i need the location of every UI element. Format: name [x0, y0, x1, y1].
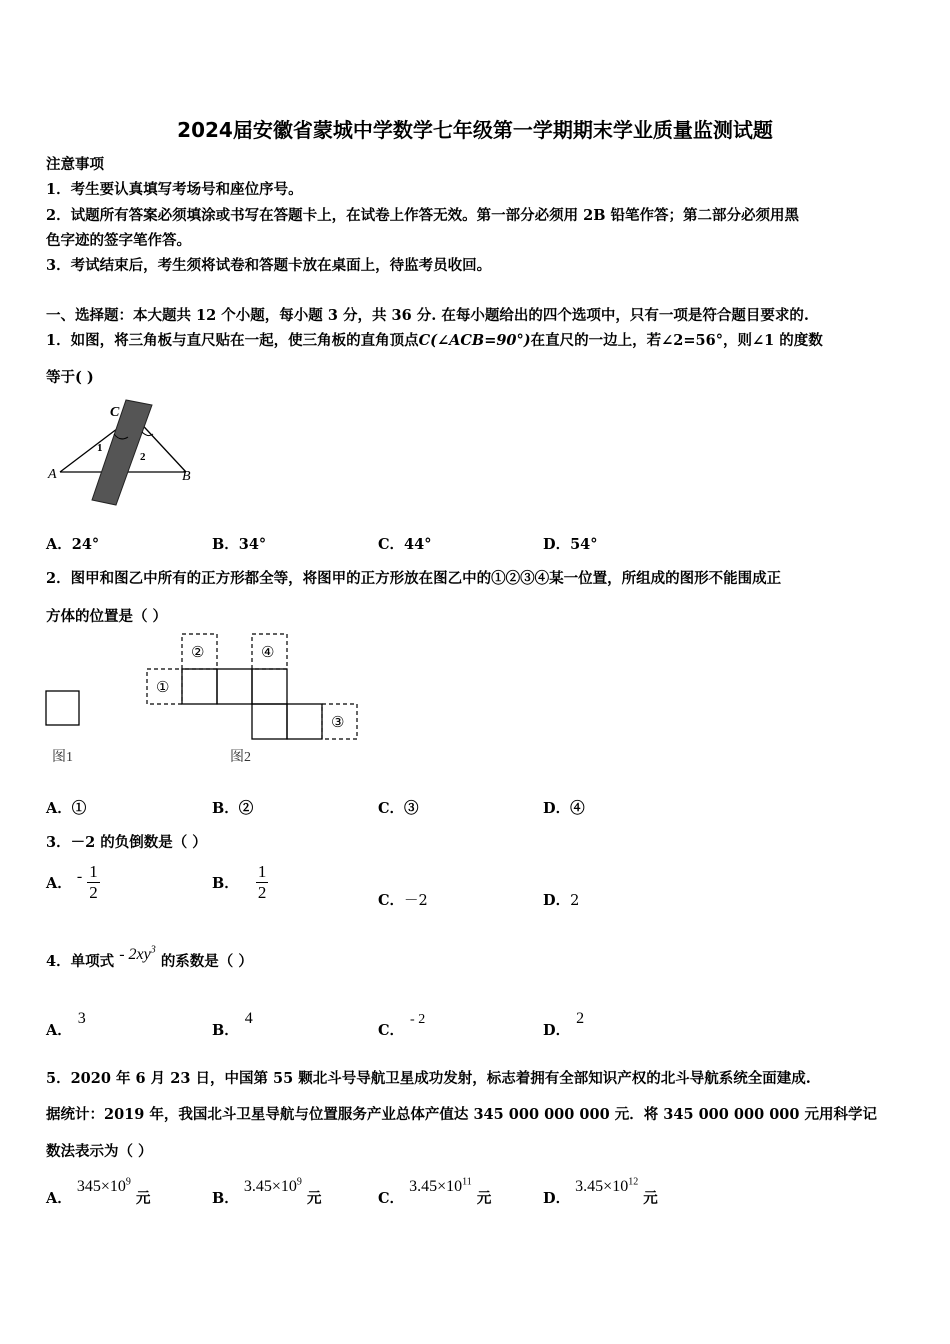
q1-stem — [46, 329, 823, 350]
notice-item: 2．试题所有答案必须填涂或书写在答题卡上，在试卷上作答无效。第一部分必须用 2B 铅笔作答；第二部分必须用黑 — [46, 207, 800, 224]
option-letter: C． — [378, 892, 405, 909]
unit: 元 — [643, 1190, 658, 1207]
exponent: 11 — [462, 1176, 472, 1188]
option-letter: D． — [543, 1022, 571, 1039]
q1-stem-line2: 等于( ) — [46, 369, 94, 386]
q3-a-sign: - — [76, 867, 83, 885]
q5-option-d[interactable] — [543, 1175, 658, 1207]
q4-b-value: 4 — [244, 1010, 253, 1027]
option-letter: A． — [46, 1022, 72, 1039]
option-letter: D． — [543, 892, 571, 909]
q4-stem — [46, 944, 253, 971]
q3-option-d[interactable] — [543, 889, 579, 910]
option-letter: B． — [212, 875, 239, 892]
q1-stem-text: 1．如图，将三角板与直尺贴在一起，使三角板的直角顶点 — [46, 332, 419, 349]
fig2-square — [182, 669, 217, 704]
q4-d-value: 2 — [576, 1010, 585, 1027]
q4-stem-a: 4．单项式 — [46, 953, 115, 970]
q5-b-value — [244, 1178, 302, 1195]
q1-option-d[interactable]: D．54° — [543, 536, 598, 553]
q2-option-b[interactable]: B．② — [212, 800, 254, 817]
option-letter: C． — [378, 1190, 405, 1207]
q5-stem-line3: 数法表示为（ ） — [46, 1143, 153, 1160]
q5-d-value — [575, 1178, 638, 1195]
option-letter: D． — [543, 1190, 571, 1207]
q4-expr: - 2xy — [119, 946, 151, 963]
fig1-square — [46, 691, 79, 725]
q2-figure — [40, 628, 370, 773]
q2-option-d[interactable]: D．④ — [543, 800, 585, 817]
q3-d-value: 2 — [570, 893, 580, 909]
unit: 元 — [476, 1190, 492, 1207]
base: 3.45×10 — [243, 1178, 297, 1195]
q2-stem: 2．图甲和图乙中所有的正方形都全等，将图甲的正方形放在图乙中的①②③④某一位置，所组成的图形不能围成正 — [46, 570, 782, 587]
q1-stem-math: C(∠ACB=90°) — [418, 332, 531, 349]
q5-a-value — [77, 1178, 131, 1195]
fig2-square — [252, 704, 287, 739]
q3-option-b[interactable] — [212, 862, 268, 903]
fig2-label: 图2 — [230, 750, 251, 765]
q3-c-value: －2 — [404, 893, 428, 909]
q1-stem-text-2: 在直尺的一边上，若∠2=56°，则∠1 的度数 — [530, 332, 823, 349]
option-letter: A． — [46, 1190, 72, 1207]
exponent: 9 — [125, 1176, 131, 1188]
q5-option-a[interactable] — [46, 1175, 151, 1207]
notice-item: 色字迹的签字笔作答。 — [46, 232, 191, 249]
numerator: 1 — [89, 862, 98, 881]
q4-option-b[interactable] — [212, 1007, 253, 1039]
numerator: 1 — [257, 862, 267, 881]
q2-option-a[interactable]: A．① — [46, 800, 87, 817]
option-letter: A． — [46, 875, 72, 892]
q5-stem: 5．2020 年 6 月 23 日，中国第 55 颗北斗号导航卫星成功发射，标志着拥有全部知识产权的北斗导航系统全面建成. — [46, 1070, 811, 1087]
q2-option-c[interactable]: C．③ — [378, 800, 419, 817]
option-letter: C． — [378, 1022, 405, 1039]
q4-option-a[interactable] — [46, 1007, 86, 1039]
q4-option-d[interactable] — [543, 1007, 585, 1039]
base: 3.45×10 — [575, 1178, 629, 1195]
q4-expression — [119, 946, 156, 963]
position-4-label: ④ — [261, 645, 275, 661]
q1-option-b[interactable]: B．34° — [212, 536, 267, 553]
q1-option-a[interactable]: A．24° — [46, 536, 100, 553]
q5-option-b[interactable] — [212, 1175, 322, 1207]
q3-stem: 3．－2 的负倒数是（ ） — [46, 834, 207, 851]
base: 345×10 — [76, 1178, 126, 1195]
unit: 元 — [135, 1190, 151, 1207]
label-angle2: 2 — [140, 451, 146, 463]
q4-a-value: 3 — [77, 1010, 86, 1027]
q4-c-value: - 2 — [410, 1012, 426, 1027]
q1-figure — [44, 396, 204, 511]
q3-a-fraction — [87, 862, 100, 903]
position-2-label: ② — [191, 645, 205, 661]
label-a: A — [48, 467, 57, 482]
position-1-label: ① — [156, 680, 170, 696]
notice-heading: 注意事项 — [46, 156, 104, 173]
q4-expr-exp: 3 — [150, 944, 156, 956]
q4-option-c[interactable] — [378, 1007, 426, 1039]
q3-b-fraction — [256, 862, 269, 903]
fig2-square — [287, 704, 322, 739]
denominator: 2 — [89, 883, 98, 902]
q5-c-value — [409, 1178, 472, 1195]
label-c: C — [110, 405, 120, 420]
page-title: 2024届安徽省蒙城中学数学七年级第一学期期末学业质量监测试题 — [177, 118, 773, 142]
base: 3.45×10 — [409, 1178, 463, 1195]
exponent: 9 — [296, 1176, 302, 1188]
notice-item: 1．考生要认真填写考场号和座位序号。 — [46, 181, 303, 198]
section-heading: 一、选择题：本大题共 12 个小题，每小题 3 分，共 36 分. 在每小题给出的四个选项中，只有一项是符合题目要求的. — [46, 307, 809, 324]
q5-stem-line2: 据统计：2019 年，我国北斗卫星导航与位置服务产业总体产值达 345 000 000 000 元．将 345 000 000 000 元用科学记 — [46, 1106, 878, 1123]
position-3-label: ③ — [331, 715, 345, 731]
label-angle1: 1 — [97, 442, 103, 454]
exponent: 12 — [628, 1176, 639, 1188]
label-b: B — [182, 469, 191, 484]
q4-stem-b: 的系数是（ ） — [160, 953, 253, 970]
q3-option-a[interactable] — [46, 862, 100, 903]
q5-option-c[interactable] — [378, 1175, 492, 1207]
denominator: 2 — [257, 883, 267, 902]
option-letter: B． — [212, 1190, 239, 1207]
notice-item: 3．考试结束后，考生须将试卷和答题卡放在桌面上，待监考员收回。 — [46, 257, 492, 274]
unit: 元 — [306, 1190, 322, 1207]
fig2-square — [217, 669, 252, 704]
fig1-label: 图1 — [52, 750, 73, 765]
q3-option-c[interactable] — [378, 889, 428, 910]
fig2-square — [252, 669, 287, 704]
q2-stem-line2: 方体的位置是（ ） — [46, 608, 168, 625]
q1-option-c[interactable]: C．44° — [378, 536, 432, 553]
option-letter: B． — [212, 1022, 239, 1039]
